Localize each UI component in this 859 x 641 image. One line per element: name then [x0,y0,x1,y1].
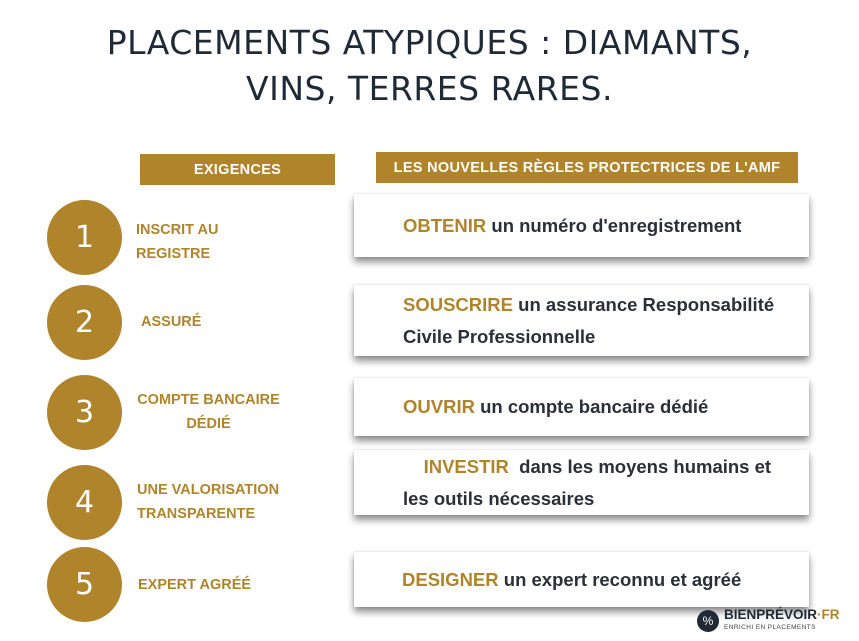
requirement-1-line-1: INSCRIT AU [136,222,219,238]
requirement-3 [131,388,286,436]
requirement-4-line-1: UNE VALORISATION [137,482,280,498]
step-number-4: 4 [47,465,122,540]
requirement-1 [136,218,218,266]
requirement-3-line-2: DÉDIÉ [186,416,231,432]
rule-card-4 [354,450,809,515]
rule-verb-3: OUVRIR [403,396,475,417]
rule-verb-2: SOUSCRIRE [403,293,513,315]
rule-card-2 [354,285,809,356]
rule-verb-1: OBTENIR [403,214,487,236]
step-number-5: 5 [47,547,122,622]
requirement-4-line-2: TRANSPARENTE [137,506,256,522]
rule-rest-1: un numéro d'enregistrement [486,214,742,236]
rules-header: LES NOUVELLES RÈGLES PROTECTRICES DE L'AMF [376,152,798,183]
logo-name [724,607,840,623]
logo-tagline: ENRICHI EN PLACEMENTS [724,624,816,631]
requirement-2 [141,310,201,334]
rule-rest-4: dans les moyens humains et les outils nécessaires [403,455,777,509]
page-title [0,20,859,112]
requirement-5 [138,573,251,597]
rule-card-1 [354,194,809,257]
rule-verb-4: INVESTIR [423,455,509,477]
rule-rest-3: un compte bancaire dédié [474,396,709,417]
logo-name-main: BIENPRÉVOIR [724,607,818,622]
rule-text-2 [403,289,801,353]
requirement-2-line-1: ASSURÉ [141,314,202,330]
rule-card-5 [354,552,809,607]
step-number-2: 2 [47,285,122,360]
title-line-2: VINS, TERRES RARES. [246,69,613,108]
requirement-5-line-1: EXPERT AGRÉÉ [138,577,252,593]
logo-text [724,607,840,632]
requirements-header: EXIGENCES [140,154,335,185]
requirement-1-line-2: REGISTRE [136,246,211,262]
step-number-1: 1 [47,200,122,275]
rule-verb-5: DESIGNER [402,568,499,590]
requirement-4 [137,478,279,526]
rule-text-1 [403,210,741,242]
percent-icon: % [697,610,719,632]
rule-rest-2: un assurance Responsabilité Civile Professionnelle [403,293,775,347]
logo-name-suffix: ·FR [817,607,840,622]
requirement-3-line-1: COMPTE BANCAIRE [137,392,280,408]
bienprevoir-logo [697,607,857,637]
title-line-1: PLACEMENTS ATYPIQUES : DIAMANTS, [106,23,753,62]
rule-rest-5: un expert reconnu et agréé [498,568,742,590]
step-number-3: 3 [47,375,122,450]
rule-text-4 [403,419,801,547]
rule-text-5 [402,564,741,596]
